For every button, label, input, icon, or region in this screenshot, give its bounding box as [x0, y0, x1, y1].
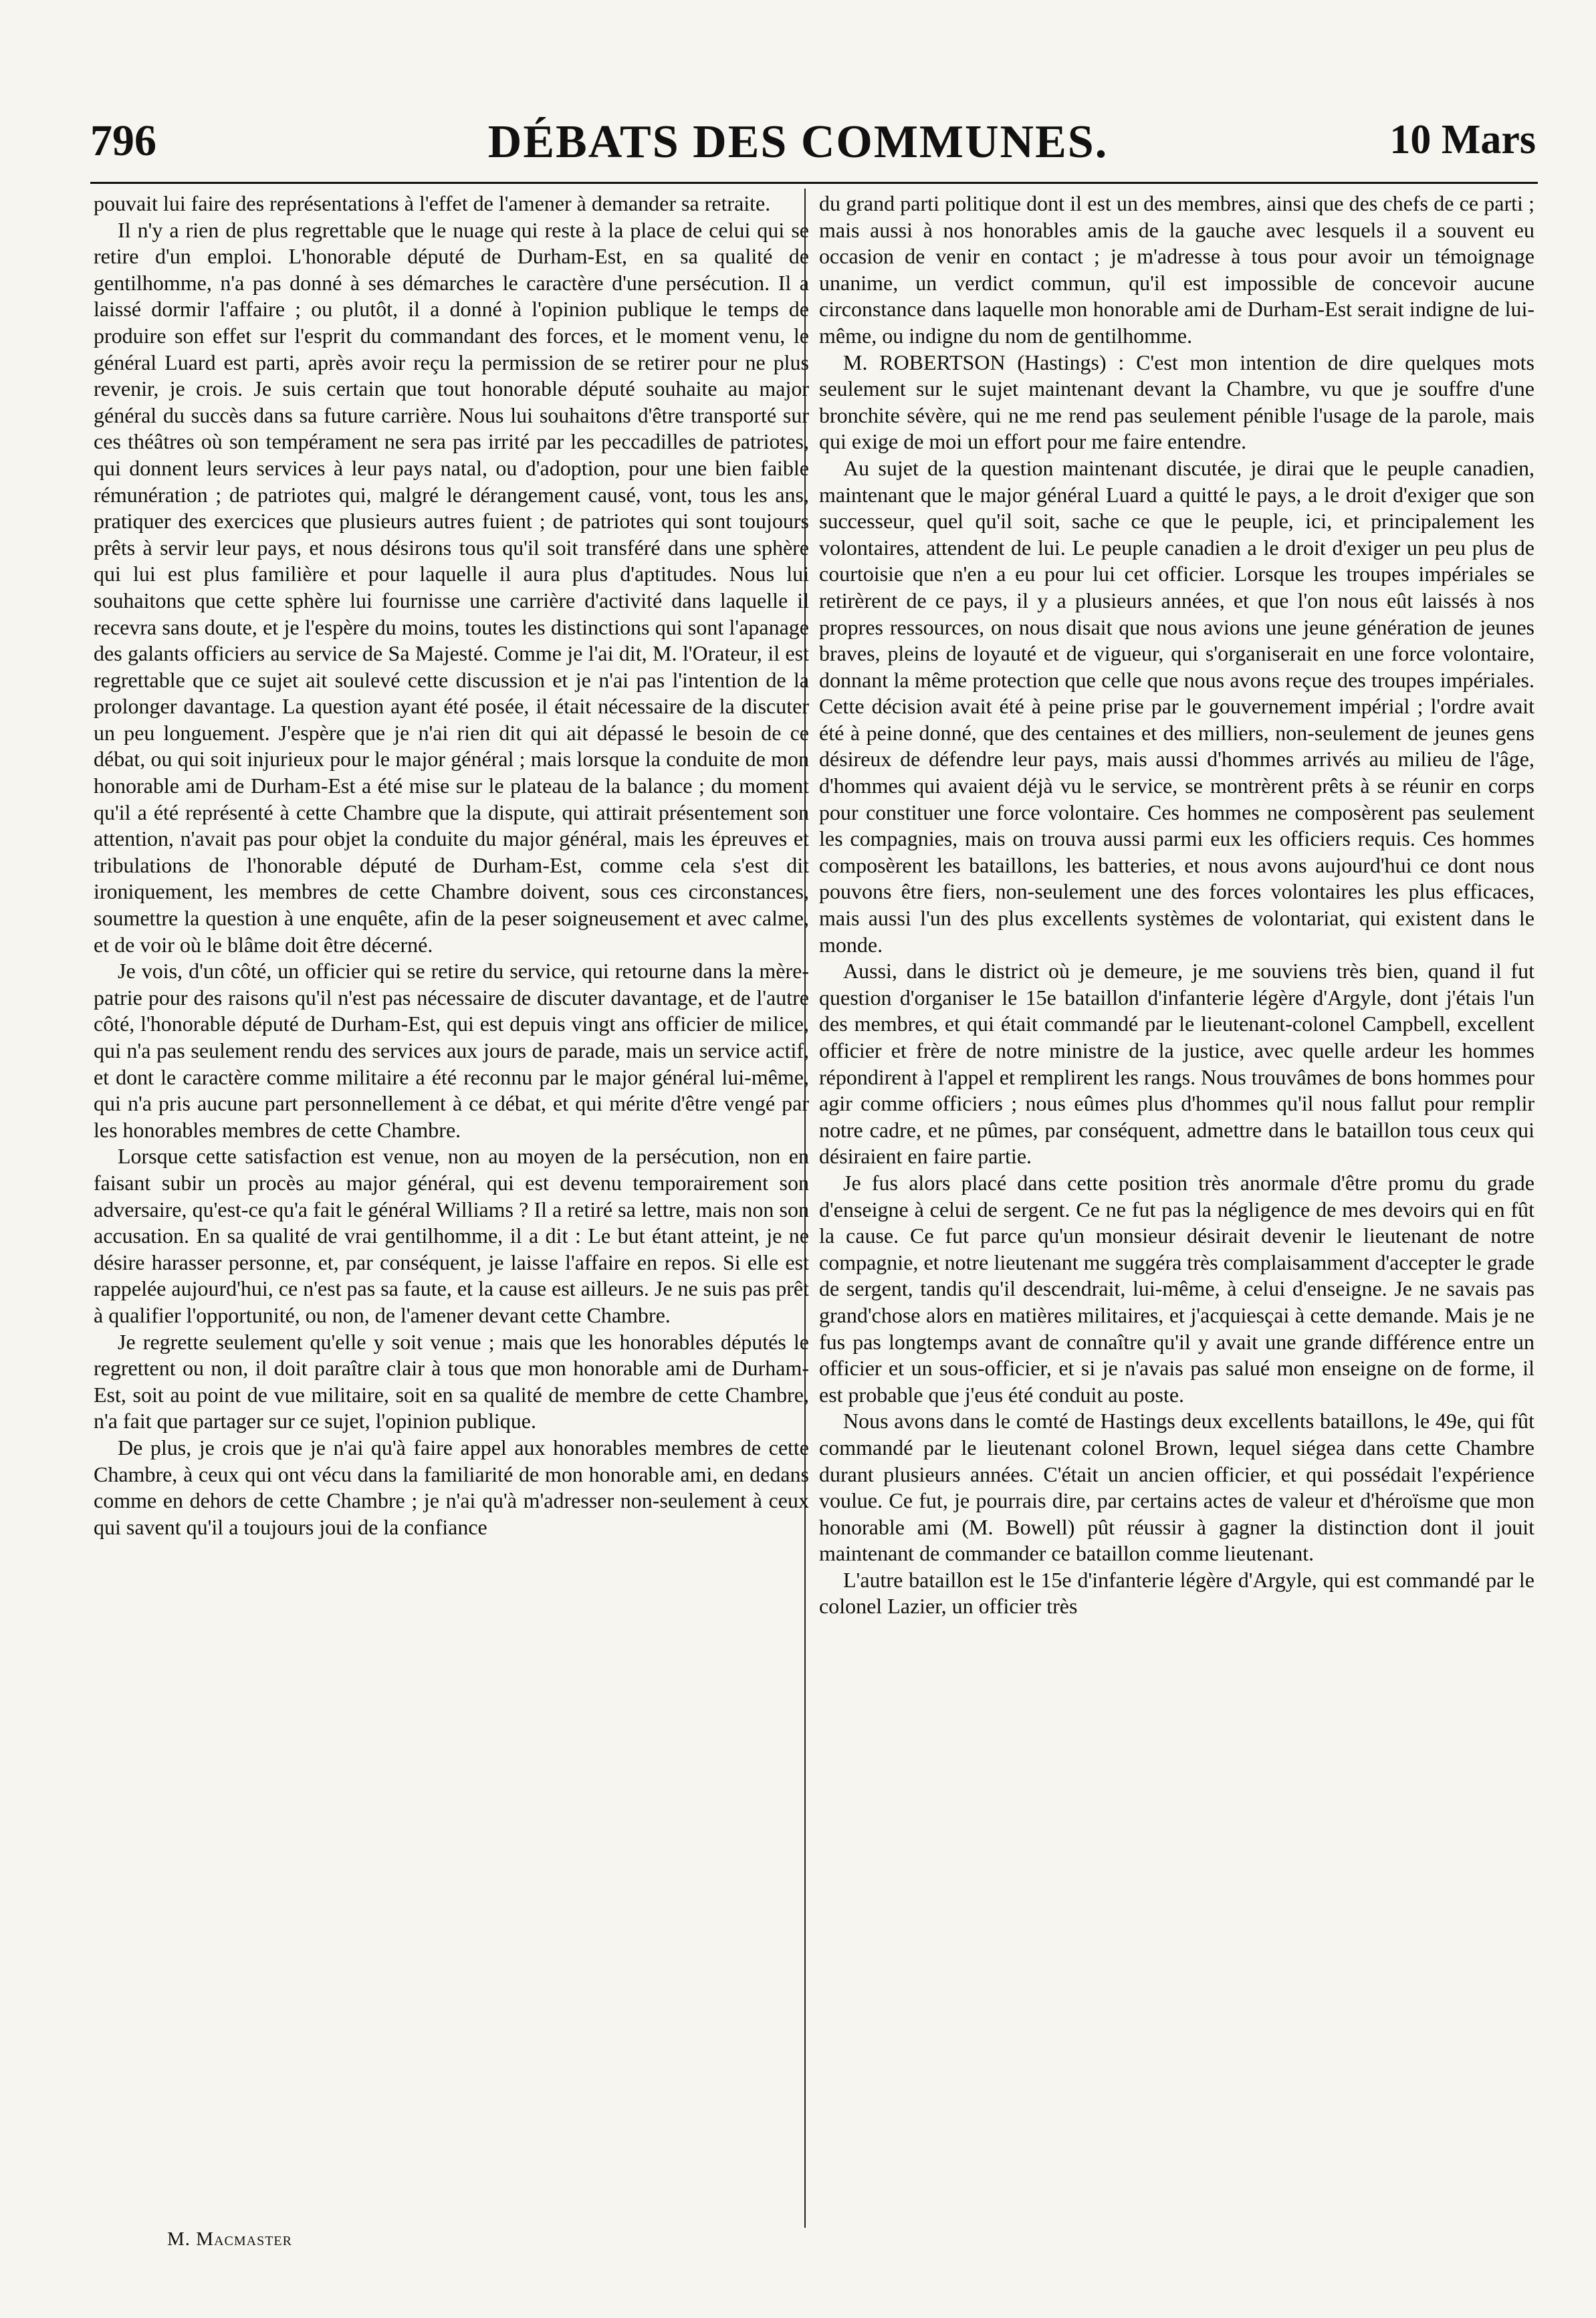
paragraph: pouvait lui faire des représentations à l'effet de l'amener à demander sa retraite. — [94, 191, 771, 215]
header-rule — [90, 182, 1538, 184]
paragraph: Lorsque cette satisfaction est venue, non au moyen de la persécution, non en faisant subir un procès au major général, qui est devenu temporairement son adversaire, qu'est-ce qu'a fait le général Williams ? Il a retiré sa lettre, mais non son accusation. En sa qualité de vrai gentilhomme, il a dit : Le but étant atteint, je ne désire harasser personne, et, par conséquent, je laisse l'affaire en repos. Si elle est rappelée aujourd'hui, ce n'est pas sa faute, et la cause est ailleurs. Je ne suis pas prêt à qualifier l'opportunité, ou non, de l'amener devant cette Chambre. — [94, 1144, 809, 1327]
paragraph: L'autre bataillon est le 15e d'infanterie légère d'Argyle, qui est commandé par le colonel Lazier, un officier très — [819, 1567, 1534, 1619]
paragraph: Il n'y a rien de plus regrettable que le nuage qui reste à la place de celui qui se retire d'un emploi. L'honorable député de Durham-Est, en sa qualité de gentilhomme, n'a pas donné à ses démarches le caractère d'une persécution. Il a laissé dormir l'affaire ; ou plutôt, il a donné à l'opinion publique le temps de produire son effet sur l'esprit du commandant des forces, et le moment venu, le général Luard est parti, après avoir reçu la permission de se retirer pour ne plus revenir, je crois. Je suis certain que tout honorable député souhaite au major général du succès dans sa future carrière. Nous lui souhaitons d'être transporté sur ces théâtres où son tempérament ne sera pas irrité par les peccadilles de patriotes, qui donnent leurs services à leur pays natal, ou d'adoption, pour une bien faible rémunération ; de patriotes qui, malgré le dérangement causé, vont, tous les ans, pratiquer des exercices que plusieurs autres fuient ; de patriotes qui sont toujours prêts à servir leur pays, et nous désirons tous qu'il soit transféré dans une sphère qui lui est plus familière et pour laquelle il aura plus d'aptitudes. Nous lui souhaitons que cette sphère lui fournisse une carrière d'activité dans laquelle il recevra sans doute, et je l'espère du moins, toutes les distinctions qui sont l'apanage des galants officiers au service de Sa Majesté. Comme je l'ai dit, M. l'Orateur, il est regrettable que ce sujet ait soulevé cette discussion et je n'ai pas l'intention de la prolonger davantage. La question ayant été posée, il était nécessaire de la discuter un peu longuement. J'espère que je n'ai rien dit qui ait dépassé le besoin de ce débat, ou qui soit injurieux pour le major général ; mais lorsque la conduite de mon honorable ami de Durham-Est a été mise sur le plateau de la balance ; du moment qu'il a été représenté à cette Chambre que la dispute, qui attirait présentement son attention, n'avait pas pour objet la conduite du major général, mais les épreuves et tribulations de l'honorable député de Durham-Est, comme cela s'est dit ironiquement, les membres de cette Chambre doivent, sous ces circonstances, soumettre la question à une enquête, afin de la peser soigneusement et avec calme, et de voir où le blâme doit être décerné. — [94, 217, 809, 957]
paragraph: Je vois, d'un côté, un officier qui se retire du service, qui retourne dans la mère-patrie pour des raisons qu'il n'est pas nécessaire de discuter davantage, et de l'autre côté, l'honorable député de Durham-Est, qui est depuis vingt ans officier de milice, qui n'a pas seulement rendu des services aux jours de parade, mais un service actif, et dont le caractère comme militaire a été reconnu par le major général lui-même, qui n'a pris aucune part personnellement à ce débat, et qui mérite d'être vengé par les honorables membres de cette Chambre. — [94, 959, 809, 1142]
next-speaker-catchword: M. Macmaster — [167, 2228, 292, 2250]
paragraph: Je regrette seulement qu'elle y soit venue ; mais que les honorables députés le regrettent ou non, il doit paraître clair à tous que mon honorable ami de Durham-Est, soit au point de vue militaire, soit en sa qualité de membre de cette Chambre, n'a fait que partager sur ce sujet, l'opinion publique. — [94, 1329, 809, 1433]
paragraph: du grand parti politique dont il est un des membres, ainsi que des chefs de ce parti ; mais aussi à nos honorables amis de la gauche avec lesquels il a souvent eu occasion de venir en contact ; je m'adresse à tous pour avoir un témoignage unanime, un verdict commun, qu'il est impossible de concevoir aucune circonstance dans laquelle mon honorable ami de Durham-Est serait indigne de lui-même, ou indigne du nom de gentilhomme. — [819, 191, 1534, 348]
page-number: 796 — [90, 116, 156, 165]
paragraph: Aussi, dans le district où je demeure, je me souviens très bien, quand il fut question d'organiser le 15e bataillon d'infanterie légère d'Argyle, dont j'étais l'un des membres, et qui était commandé par le lieutenant-colonel Campbell, excellent officier et frère de notre ministre de la justice, avec quelle ardeur les hommes répondirent à l'appel et remplirent les rangs. Nous trouvâmes de bons hommes pour agir comme officiers ; nous eûmes plus d'hommes qu'il nous fallut pour remplir notre cadre, et ne pûmes, par conséquent, admettre dans le bataillon tous ceux qui désiraient en faire partie. — [819, 959, 1534, 1169]
paragraph: Nous avons dans le comté de Hastings deux excellents bataillons, le 49e, qui fût commandé par le lieutenant colonel Brown, lequel siégea dans cette Chambre durant plusieurs années. C'était un ancien officier, et qui possédait l'expérience voulue. Ce fut, je pourrais dire, par certains actes de valeur et d'héroïsme que mon honorable ami (M. Bowell) pût réussir à gagner la distinction dont il jouit maintenant de commander ce bataillon comme lieutenant. — [819, 1409, 1534, 1566]
page-title: DÉBATS DES COMMUNES. — [487, 116, 1109, 168]
paragraph: Je fus alors placé dans cette position très anormale d'être promu du grade d'enseigne à celui de sergent. Ce ne fut pas la négligence de mes devoirs qui en fût la cause. Ce fut parce qu'un monsieur désirait devenir le lieutenant de notre compagnie, et notre lieutenant me suggéra très complaisamment d'accepter le grade de sergent, tandis qu'il descendrait, lui-même, à celui d'enseigne. Je ne savais pas grand'chose alors en matières militaires, et j'acquiesçai à cette demande. Mais je ne fus pas longtemps avant de connaître qu'il y avait une grande différence entre un officier et un sous-officier, et si je n'avais pas salué mon enseigne on de forme, il est probable que j'eus été conduit au poste. — [819, 1170, 1534, 1407]
page-date: 10 Mars — [1389, 117, 1536, 162]
left-column — [94, 191, 809, 2290]
paragraph: Au sujet de la question maintenant discutée, je dirai que le peuple canadien, maintenant que le major général Luard a quitté le pays, a le droit d'exiger que son successeur, quel qu'il soit, sache ce que le peuple, ici, et principalement les volontaires, attendent de lui. Le peuple canadien a le droit d'exiger un peu plus de courtoisie que n'en a eu pour lui cet officier. Lorsque les troupes impériales se retirèrent de ce pays, il y a plusieurs années, et que l'on nous eût laissés à nos propres ressources, on nous disait que nous avions une jeune génération de jeunes braves, pleins de loyauté et de vigueur, qui s'organiserait en une force volontaire, donnant la même protection que celle que nous avons reçue des troupes impériales. Cette décision avait été à peine prise par le gouvernement impérial ; l'ordre avait été à peine donné, que des centaines et des milliers, non-seulement de jeunes gens désireux de défendre leur pays, mais aussi d'hommes arrivés au milieu de l'âge, d'hommes qui avaient déjà vu le service, se montrèrent prêts à se réunir en corps pour constituer une force volontaire. Ces hommes ne composèrent pas seulement les compagnies, mais on trouva aussi parmi eux les officiers requis. Ces hommes composèrent les bataillons, les batteries, et nous avons aujourd'hui ce dont nous pouvons être fiers, non-seulement une des forces volontaires les plus efficaces, mais aussi l'un des plus excellents systèmes de volontariat, qui existent dans le monde. — [819, 455, 1534, 957]
right-column — [819, 191, 1534, 2290]
speaker-paragraph: M. ROBERTSON (Hastings) : C'est mon intention de dire quelques mots seulement sur le sujet maintenant devant la Chambre, vu que je souffre d'une bronchite sévère, qui ne me rend pas seulement pénible l'usage de la parole, mais qui exige de moi un effort pour me faire entendre. — [819, 350, 1534, 454]
paragraph: De plus, je crois que je n'ai qu'à faire appel aux honorables membres de cette Chambre, à ceux qui ont vécu dans la familiarité de mon honorable ami, en dedans comme en dehors de cette Chambre ; je n'ai qu'à m'adresser non-seulement à ceux qui savent qu'il a toujours joui de la confiance — [94, 1435, 809, 1539]
